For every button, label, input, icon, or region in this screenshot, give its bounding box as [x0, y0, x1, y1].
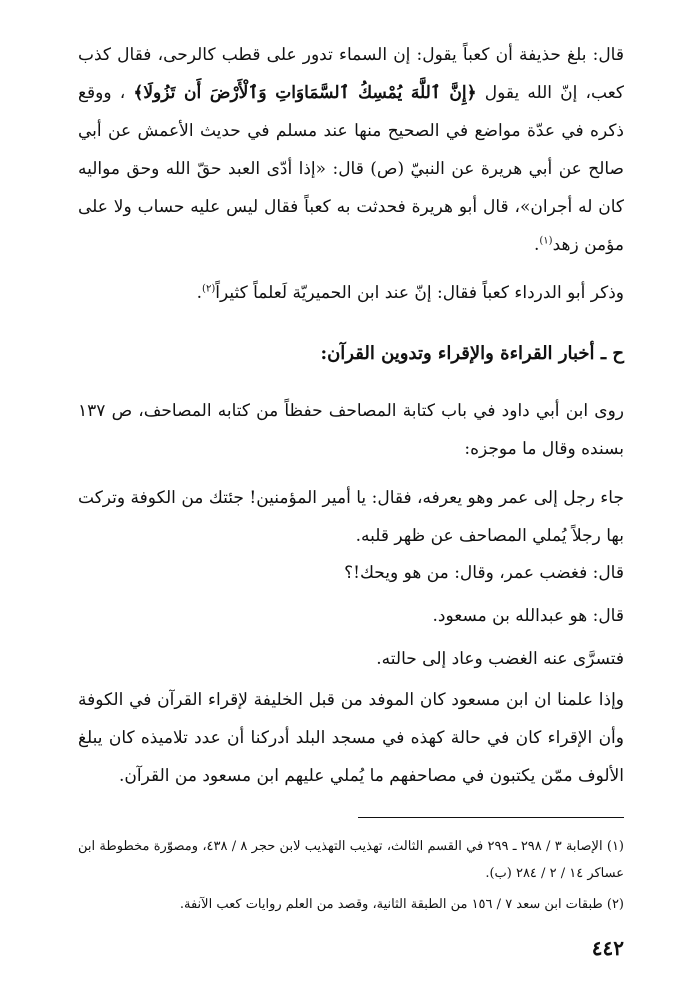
paragraph-text: وذكر أبو الدرداء كعباً فقال: إنّ عند ابن الحميريّة لَعلماً كثيراً	[215, 283, 624, 303]
paragraph-text: قال: بلغ حذيفة أن كعباً يقول: إن السماء تدور على قطب كالرحى، فقال كذب كعب، إنّ الله يقول	[78, 45, 624, 103]
dialogue-line: فتسرَّى عنه الغضب وعاد إلى حالته.	[376, 649, 624, 669]
footnote-divider	[358, 817, 624, 818]
paragraph-text: ، ووقع ذكره في عدّة مواضع في الصحيح منها عند مسلم في حديث الأعمش عن أبي صالح عن أبي هريرة عن النبيّ (ص) قال: «إذا أدّى العبد حقّ الله وحق مواليه كان له أجران»، قال أبو هريرة فحدثت به كعباً فقال ليس عليه حساب ولا على مؤمن زهد	[78, 83, 624, 255]
footnote-2: (٢) طبقات ابن سعد ٧ / ١٥٦ من الطبقة الثانية، وقصد من العلم روايات كعب الآنفة.	[179, 897, 624, 912]
paragraph-abu-darda	[197, 274, 624, 312]
paragraph-kaab-hudhayfa	[78, 36, 624, 264]
paragraph-man-came-to-umar: جاء رجل إلى عمر وهو يعرفه، فقال: يا أمير المؤمنين! جئتك من الكوفة وتركت بها رجلاً يُملي المصاحف عن ظهر قلبه.	[78, 488, 624, 546]
punctuation: .	[196, 283, 203, 303]
footnote-ref-2[interactable]: (٢)	[202, 283, 216, 295]
quran-quote: ﴿إِنَّ ٱللَّهَ يُمْسِكُ ٱلسَّمَاوَاتِ وَٱلْأَرْضَ أَن تَزُولَا﴾	[133, 83, 477, 103]
paragraph-ibn-masud-conclusion: وإذا علمنا ان ابن مسعود كان الموفد من قبل الخليفة لإقراء القرآن في الكوفة وأن الإقراء كان في حالة كهذه في مسجد البلد أدركنا أن عدد تلاميذه كان يبلغ الألوف ممّن يكتبون في مصاحفهم ما يُملي عليهم ابن مسعود من القرآن.	[78, 690, 624, 786]
footnote-ref-1[interactable]: (١)	[539, 235, 553, 247]
dialogue-line: قال: هو عبدالله بن مسعود.	[432, 606, 624, 626]
page-number: ٤٤٢	[591, 936, 624, 960]
dialogue-line: قال: فغضب عمر، وقال: من هو ويحك!؟	[344, 563, 624, 583]
section-heading: ح ـ أخبار القراءة والإقراء وتدوين القرآن:	[320, 343, 624, 364]
footnote-1: (١) الإصابة ٣ / ٢٩٨ ـ ٢٩٩ في القسم الثالث، تهذيب التهذيب لابن حجر ٨ / ٤٣٨، ومصوّرة مخطوطة ابن عساكر ١٤ / ٢ / ٢٨٤ (ب).	[78, 839, 624, 881]
punctuation: .	[533, 235, 540, 255]
paragraph-ibn-abi-dawud: روى ابن أبي داود في باب كتابة المصاحف حفظاً من كتابه المصاحف، ص ١٣٧ بسنده وقال ما موجزه:	[78, 401, 624, 459]
